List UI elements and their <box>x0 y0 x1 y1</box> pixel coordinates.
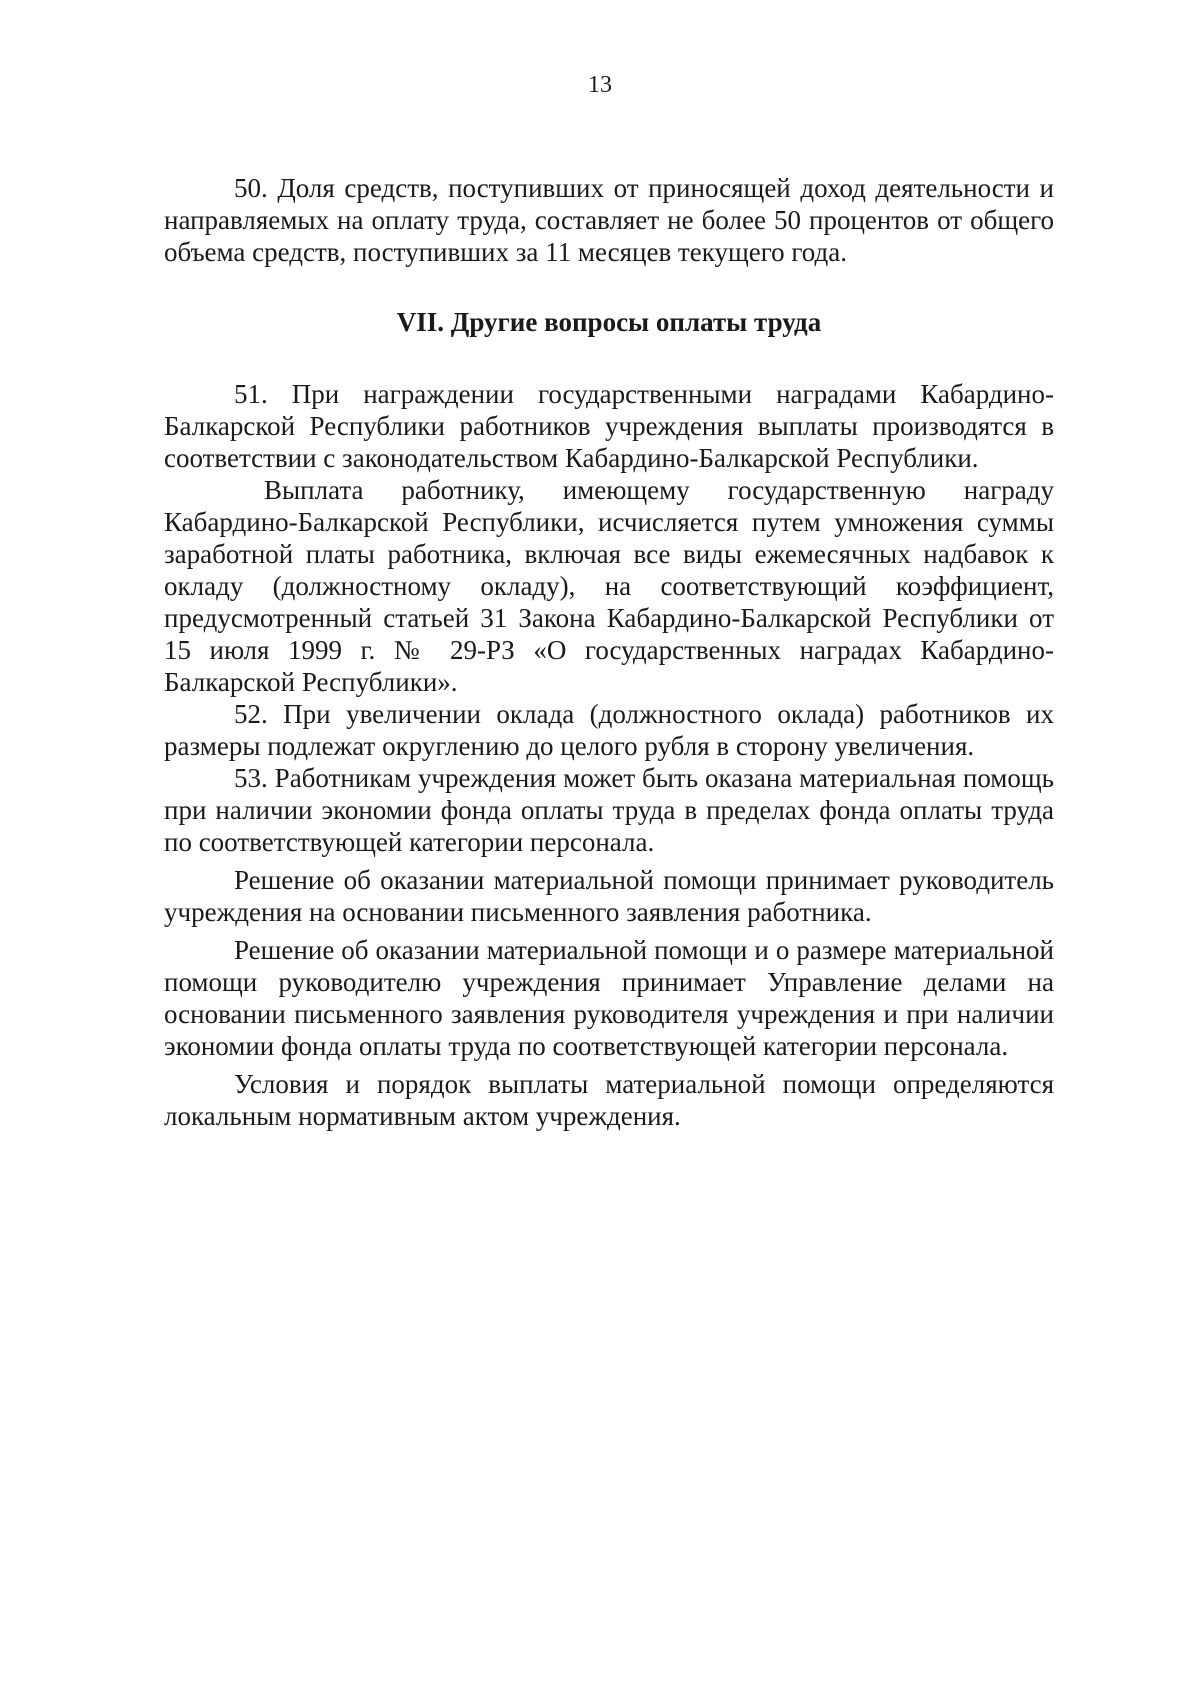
paragraph-award-payment: Выплата работнику, имеющему государственную награду Кабардино-Балкарской Республики, исчисляется путем умножения суммы заработной платы работника, включая все виды ежемесячных надбавок к окладу (должностному окладу), на соответствующий коэффициент, предусмотренный статьей 31 Закона Кабардино-Балкарской Республики от 15 июля 1999 г. № 29-РЗ «О государственных наградах Кабардино-Балкарской Республики». <box>164 475 1054 697</box>
paragraph-aid-conditions: Условия и порядок выплаты материальной помощи определяются локальным нормативным актом учреждения. <box>164 1069 1054 1131</box>
section-heading: VII. Другие вопросы оплаты труда <box>396 307 822 337</box>
paragraph-aid-decision-head: Решение об оказании материальной помощи принимает руководитель учреждения на основании письменного заявления работника. <box>164 865 1054 927</box>
paragraph-50: 50. Доля средств, поступивших от приносящей доход деятельности и направляемых на оплату труда, составляет не более 50 процентов от общего объема средств, поступивших за 11 месяцев текущего года. <box>164 173 1054 267</box>
paragraph-aid-decision-management: Решение об оказании материальной помощи и о размере материальной помощи руководителю учреждения принимает Управление делами на основании письменного заявления руководителя учреждения и при наличии экономии фонда оплаты труда по соответствующей категории персонала. <box>164 935 1054 1061</box>
paragraph-51: 51. При награждении государственными наградами Кабардино-Балкарской Республики работников учреждения выплаты производятся в соответствии с законодательством Кабардино-Балкарской Республики. <box>164 379 1054 473</box>
page-number: 13 <box>588 72 612 98</box>
document-body <box>164 172 1054 1132</box>
paragraph-53: 53. Работникам учреждения может быть оказана материальная помощь при наличии экономии фонда оплаты труда в пределах фонда оплаты труда по соответствующей категории персонала. <box>164 763 1054 857</box>
paragraph-52: 52. При увеличении оклада (должностного оклада) работников их размеры подлежат округлению до целого рубля в сторону увеличения. <box>164 699 1054 761</box>
